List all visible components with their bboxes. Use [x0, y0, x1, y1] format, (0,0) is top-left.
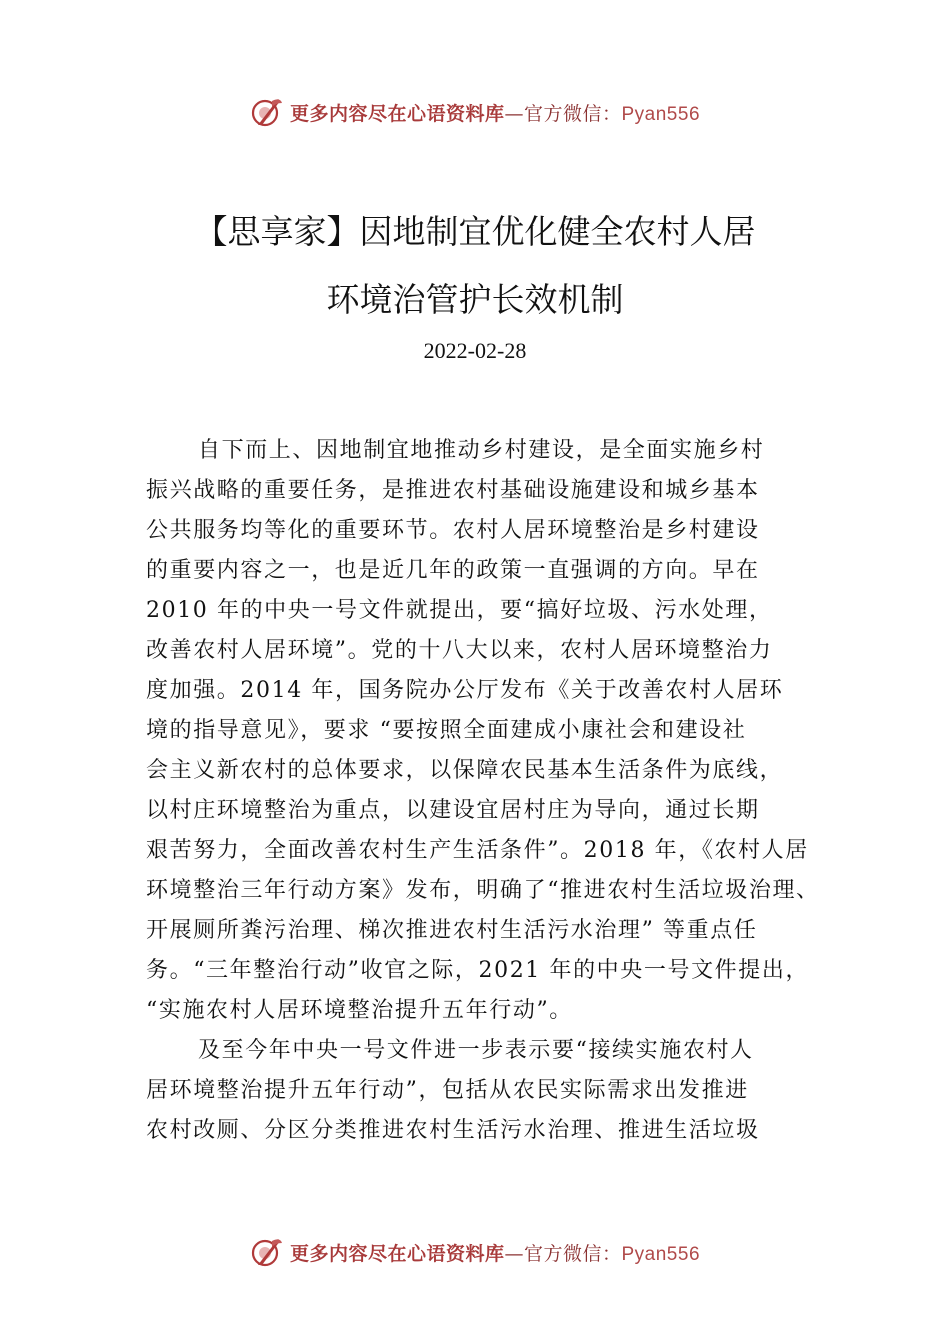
body-line: 振兴战略的重要任务，是推进农村基础设施建设和城乡基本 — [146, 478, 760, 503]
article-date: 2022-02-28 — [423, 338, 527, 363]
body-line: 居环境整治提升五年行动”，包括从农民实际需求出发推进 — [146, 1078, 749, 1103]
body-line: 环境整治三年行动方案》发布，明确了“推进农村生活垃圾治理、 — [146, 878, 820, 903]
watermark-wechat-label: 官方微信： — [523, 1242, 622, 1265]
article-body — [146, 434, 846, 1154]
body-line: 境的指导意见》，要求 “要按照全面建成小康社会和建设社 — [146, 718, 747, 743]
watermark-wechat-label: 官方微信： — [523, 102, 622, 125]
watermark-wechat-id: Pyan556 — [621, 1243, 701, 1265]
header-watermark — [0, 95, 950, 129]
body-line: 改善农村人居环境”。党的十八大以来，农村人居环境整治力 — [146, 638, 773, 663]
watermark-brand: 更多内容尽在心语资料库 — [289, 1242, 505, 1265]
watermark-text — [290, 99, 700, 126]
watermark-separator: — — [504, 102, 524, 125]
watermark-text — [290, 1239, 700, 1266]
body-line: 会主义新农村的总体要求，以保障农民基本生活条件为底线， — [146, 758, 784, 783]
body-line: “实施农村人居环境整治提升五年行动”。 — [146, 998, 573, 1023]
body-line: 农村改厕、分区分类推进农村生活污水治理、推进生活垃圾 — [146, 1118, 760, 1143]
quill-logo-icon — [250, 95, 284, 129]
body-line: 务。“三年整治行动”收官之际，2021 年的中央一号文件提出， — [146, 958, 810, 983]
footer-watermark — [0, 1235, 950, 1269]
body-line: 2010 年的中央一号文件就提出，要“搞好垃圾、污水处理， — [146, 598, 773, 623]
article-title-line-1: 【思享家】因地制宜优化健全农村人居 — [194, 212, 756, 251]
quill-logo-icon — [250, 1235, 284, 1269]
body-line: 及至今年中央一号文件进一步表示要“接续实施农村人 — [198, 1038, 754, 1063]
watermark-brand: 更多内容尽在心语资料库 — [289, 102, 505, 125]
body-line: 艰苦努力，全面改善农村生产生活条件”。2018 年，《农村人居 — [146, 838, 809, 863]
body-line: 公共服务均等化的重要环节。农村人居环境整治是乡村建设 — [146, 518, 760, 543]
watermark-separator: — — [504, 1242, 524, 1265]
body-line: 的重要内容之一，也是近几年的政策一直强调的方向。早在 — [146, 558, 760, 583]
body-line: 以村庄环境整治为重点，以建设宜居村庄为导向，通过长期 — [146, 798, 760, 823]
article-title-line-2: 环境治管护长效机制 — [326, 280, 624, 319]
body-line: 度加强。2014 年，国务院办公厅发布《关于改善农村人居环 — [146, 678, 784, 703]
body-line: 自下而上、因地制宜地推动乡村建设，是全面实施乡村 — [198, 438, 765, 463]
watermark-wechat-id: Pyan556 — [621, 103, 701, 125]
body-line: 开展厕所粪污治理、梯次推进农村生活污水治理” 等重点任 — [146, 918, 758, 943]
